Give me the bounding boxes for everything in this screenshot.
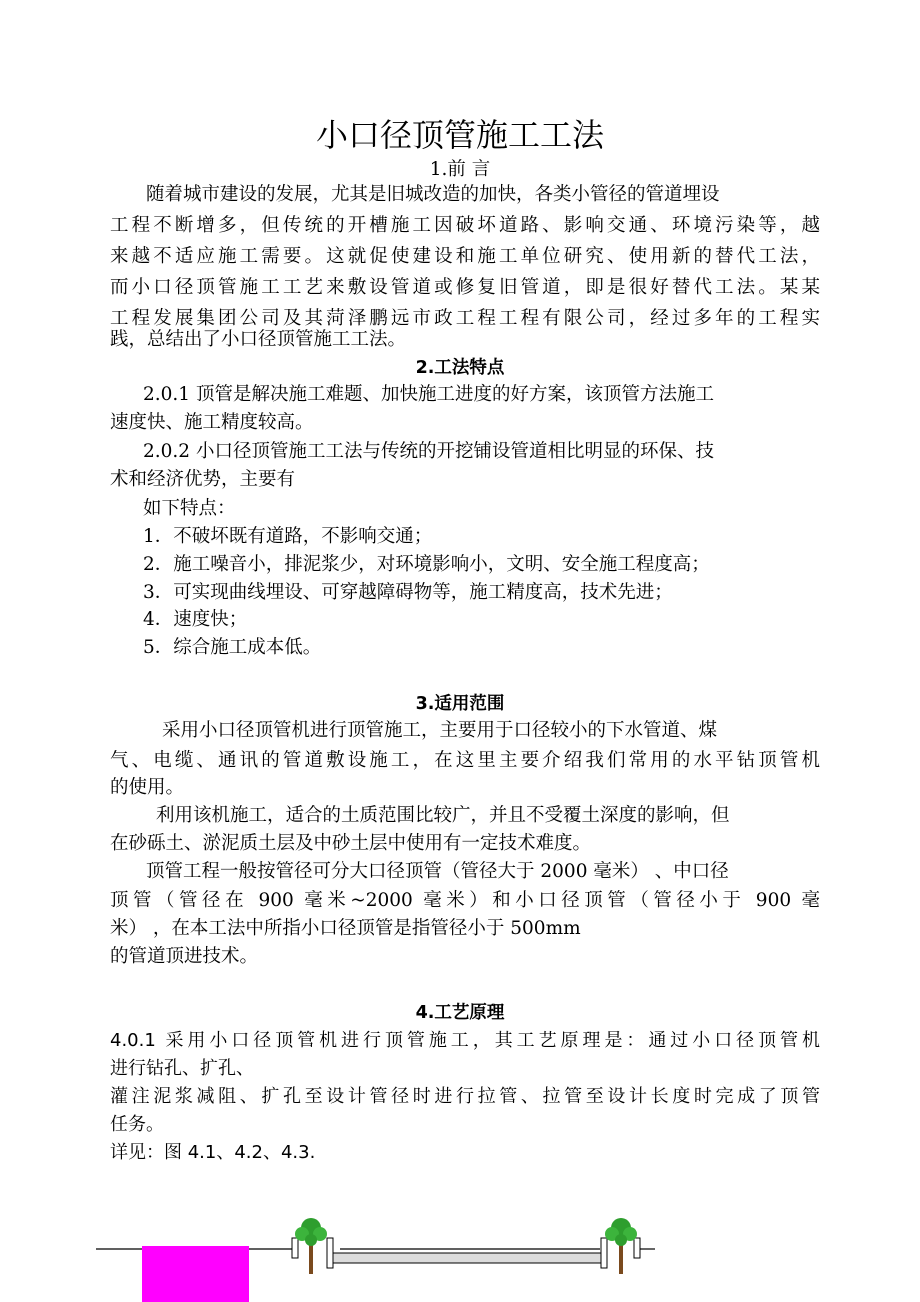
- s3-line-2: 气、电缆、通讯的管道敷设施工，在这里主要介绍我们常用的水平钻顶管机: [110, 750, 820, 771]
- section-1-heading: 1.前 言: [429, 159, 491, 180]
- document-title: 小口径顶管施工工法: [315, 116, 604, 154]
- left-pit-wall: [292, 1238, 298, 1258]
- s4-line-3: 灌注泥浆减阻、扩孔至设计管径时进行拉管、拉管至设计长度时完成了顶管: [110, 1086, 820, 1107]
- s2-list-item-2: 2．施工噪音小，排泥浆少，对环境影响小，文明、安全施工程度高；: [143, 554, 710, 575]
- section-2-heading: 2.工法特点: [415, 358, 505, 378]
- s2-line-1: 2.0.1 顶管是解决施工难题、加快施工进度的好方案，该顶管方法施工: [143, 384, 714, 405]
- s2-list-item-4: 4．速度快；: [143, 609, 248, 630]
- s3-line-8: 米） ，在本工法中所指小口径顶管是指管径小于 500mm: [110, 918, 581, 939]
- s2-line-5: 如下特点：: [143, 498, 236, 519]
- s2-list-item-1: 1．不破坏既有道路，不影响交通；: [143, 526, 433, 547]
- pipe-jacking-figure: [0, 1200, 920, 1302]
- right-pit-wall: [601, 1238, 607, 1268]
- tree-icon: [295, 1218, 327, 1274]
- s1-line-2: 工程不断增多，但传统的开槽施工因破坏道路、影响交通、环境污染等，越: [110, 215, 820, 236]
- s3-line-6: 顶管工程一般按管径可分大口径顶管（管径大于 2000 毫米） 、中口径: [146, 861, 729, 882]
- s4-line-2: 进行钻孔、扩孔、: [110, 1058, 254, 1079]
- right-pit-wall-outer: [634, 1238, 640, 1258]
- s3-line-5: 在砂砾土、淤泥质土层及中砂土层中使用有一定技术难度。: [110, 833, 592, 854]
- s1-line-1: 随着城市建设的发展，尤其是旧城改造的加快，各类小管径的管道埋设: [146, 184, 720, 205]
- s4-line-4: 任务。: [110, 1114, 164, 1135]
- pipe: [333, 1253, 601, 1263]
- s2-line-4: 术和经济优势，主要有: [110, 469, 296, 490]
- section-4-heading: 4.工艺原理: [415, 1003, 505, 1023]
- s2-list-item-5: 5．综合施工成本低。: [143, 637, 322, 658]
- s3-line-1: 采用小口径顶管机进行顶管施工，主要用于口径较小的下水管道、煤: [162, 720, 718, 741]
- s3-line-3: 的使用。: [110, 777, 185, 798]
- s2-list-item-3: 3．可实现曲线埋设、可穿越障碍物等，施工精度高，技术先进；: [143, 582, 673, 603]
- s3-line-7: 顶管（管径在 900 毫米~2000 毫米）和小口径顶管（管径小于 900 毫: [110, 890, 820, 911]
- s2-line-3: 2.0.2 小口径顶管施工工法与传统的开挖铺设管道相比明显的环保、技: [143, 441, 714, 462]
- s4-line-5: 详见：图 4.1、4.2、4.3.: [110, 1142, 316, 1163]
- s1-line-3: 来越不适应施工需要。这就促使建设和施工单位研究、使用新的替代工法，: [110, 246, 820, 267]
- tree-icon: [605, 1218, 637, 1274]
- s4-line-1: 4.0.1 采用小口径顶管机进行顶管施工，其工艺原理是：通过小口径顶管机: [110, 1030, 820, 1051]
- s1-line-4: 而小口径顶管施工工艺来敷设管道或修复旧管道，即是很好替代工法。某某: [110, 277, 820, 298]
- s1-line-6: 践，总结出了小口径顶管施工工法。: [110, 329, 407, 350]
- s2-line-2: 速度快、施工精度较高。: [110, 412, 314, 433]
- magenta-block: [142, 1246, 249, 1302]
- s3-line-9: 的管道顶进技术。: [110, 946, 259, 967]
- left-pit-wall-inner: [327, 1238, 333, 1268]
- section-3-heading: 3.适用范围: [415, 694, 505, 714]
- s3-line-4: 利用该机施工，适合的土质范围比较广，并且不受覆土深度的影响，但: [156, 805, 730, 826]
- s1-line-5: 工程发展集团公司及其菏泽鹏远市政工程工程有限公司，经过多年的工程实: [110, 308, 820, 329]
